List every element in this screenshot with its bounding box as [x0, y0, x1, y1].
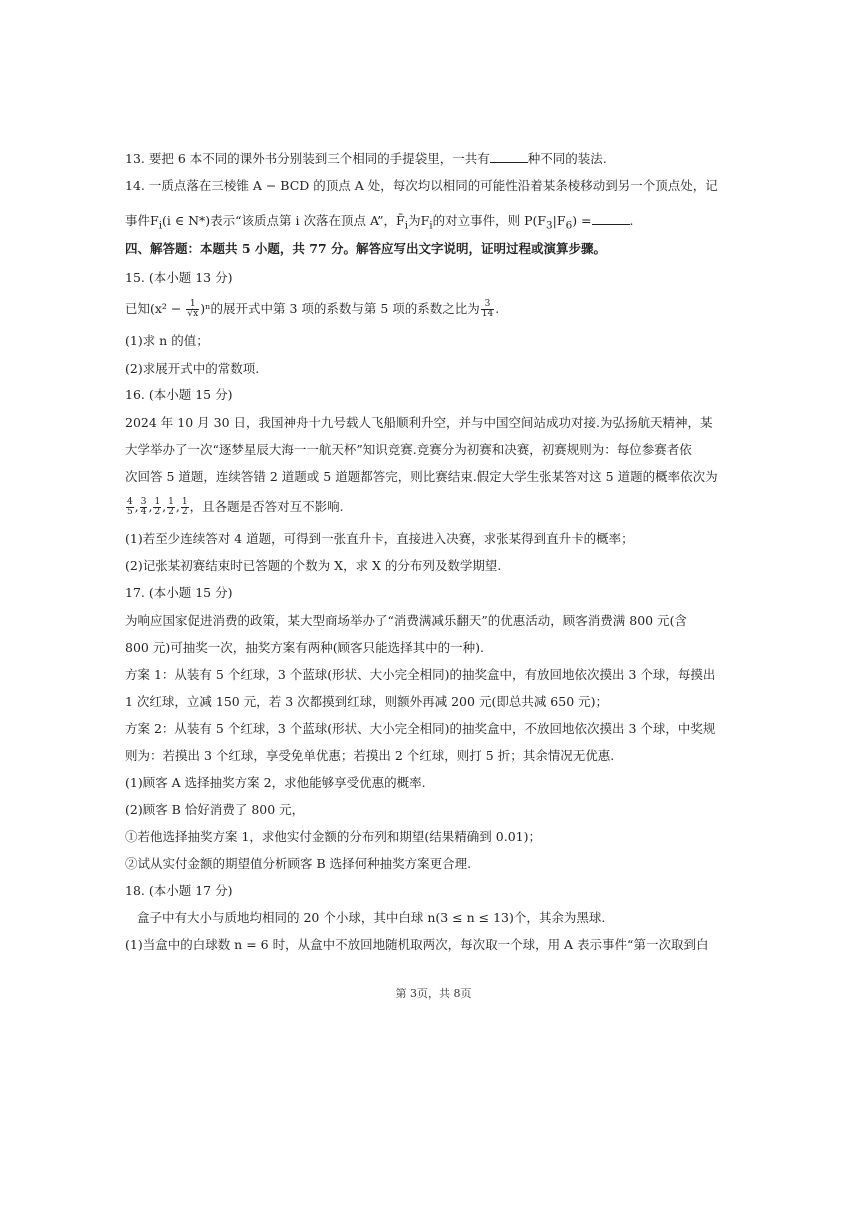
fraction-one-over-root-x: $\frac{1}{√x}$	[187, 299, 199, 319]
question-18-line-2: (1)当盒中的白球数 n = 6 时，从盒中不放回地随机取两次，每次取一个球，用 A 表示事件“第一次取到白	[125, 937, 709, 952]
question-16-part-1: (1)若至少连续答对 4 道题，可得到一张直升卡，直接进入决赛，求张某得到直升卡的概率；	[125, 531, 634, 546]
fraction-prob-2: $\frac{3}{4}$	[140, 497, 147, 517]
question-14-line-2: 事件$F_i(i$ ∈ N*)表示“该质点第 i 次落在顶点 A”，$F̄_i$为$F_i$的对立事件，则 $P(F_3|F_6)$ = .	[125, 213, 634, 232]
question-17-line-3: 方案 1：从装有 5 个红球，3 个蓝球(形状、大小完全相同)的抽奖盒中，有放回地依次摸出 3 个球，每摸出	[125, 667, 716, 682]
question-17-part-2a: ①若他选择抽奖方案 1，求他实付金额的分布列和期望(结果精确到 0.01)；	[125, 829, 541, 844]
answer-blank	[592, 212, 630, 225]
question-17-line-1: 为响应国家促进消费的政策，某大型商场举办了“消费满减乐翻天”的优惠活动，顾客消费满 800 元(含	[125, 613, 687, 628]
question-16-line-2: 大学举办了一次“逐梦星辰大海一一航天杯”知识竞赛.竞赛分为初赛和决赛，初赛规则为：每位参赛者依	[125, 442, 692, 457]
question-17-title: 17. (本小题 15 分)	[125, 585, 233, 600]
question-16-line-1: 2024 年 10 月 30 日，我国神舟十九号载人飞船顺利升空，并与中国空间站成功对接.为弘扬航天精神，某	[125, 415, 713, 430]
question-16-title: 16. (本小题 15 分)	[125, 387, 233, 402]
answer-blank	[490, 150, 528, 163]
question-17-line-6: 则为：若摸出 3 个红球，享受免单优惠；若摸出 2 个红球，则打 5 折；其余情况无优惠.	[125, 748, 615, 763]
question-17-part-2b: ②试从实付金额的期望值分析顾客 B 选择何种抽奖方案更合理.	[125, 856, 472, 871]
question-17-line-5: 方案 2：从装有 5 个红球，3 个蓝球(形状、大小完全相同)的抽奖盒中，不放回地依次摸出 3 个球，中奖规	[125, 721, 716, 736]
question-18-line-1: 盒子中有大小与质地均相同的 20 个小球，其中白球 n(3 ≤ n ≤ 13)个，其余为黑球.	[137, 910, 606, 925]
question-17-line-2: 800 元)可抽奖一次，抽奖方案有两种(顾客只能选择其中的一种).	[125, 640, 484, 655]
question-13: 13. 要把 6 本不同的课外书分别装到三个相同的手提袋里，一共有 种不同的装法.	[125, 151, 607, 166]
question-16-line-4: $\frac{4}{5}$ , $\frac{3}{4}$ , $\frac{1}{2}$ , $\frac{1}{2}$ , $\frac{1}{2}$ ，且各题是否答对互不影响.	[127, 497, 344, 517]
question-18-title: 18. (本小题 17 分)	[125, 883, 233, 898]
question-16-part-2: (2)记张某初赛结束时已答题的个数为 X，求 X 的分布列及数学期望.	[125, 558, 502, 573]
question-17-part-1: (1)顾客 A 选择抽奖方案 2，求他能够享受优惠的概率.	[125, 775, 426, 790]
question-17-part-2: (2)顾客 B 恰好消费了 800 元，	[125, 802, 305, 817]
fraction-ratio: $\frac{3}{14}$	[481, 299, 494, 319]
question-14-line-1: 14. 一质点落在三棱锥 A − BCD 的顶点 A 处，每次均以相同的可能性沿着某条棱移动到另一个顶点处，记	[125, 178, 718, 193]
question-15-part-1: (1)求 n 的值；	[125, 333, 209, 348]
question-16-line-3: 次回答 5 道题，连续答错 2 道题或 5 道题都答完，则比赛结束.假定大学生张某答对这 5 道题的概率依次为	[125, 469, 718, 484]
question-15-title: 15. (本小题 13 分)	[125, 270, 233, 285]
section-4-heading: 四、解答题：本题共 5 小题，共 77 分。解答应写出文字说明，证明过程或演算步骤。	[125, 241, 607, 256]
fraction-prob-1: $\frac{4}{5}$	[127, 497, 133, 517]
fraction-prob-5: $\frac{1}{2}$	[181, 497, 188, 517]
page-footer: 第 3页，共 8页	[395, 987, 472, 1000]
fraction-prob-4: $\frac{1}{2}$	[168, 497, 174, 517]
question-15-part-2: (2)求展开式中的常数项.	[125, 361, 260, 376]
fraction-prob-3: $\frac{1}{2}$	[154, 497, 161, 517]
question-17-line-4: 1 次红球，立减 150 元，若 3 次都摸到红球，则额外再减 200 元(即总共减 650 元)；	[125, 694, 608, 709]
question-15-body: 已知(x² − $\frac{1}{√x}$ )ⁿ的展开式中第 3 项的系数与第 5 项的系数之比为 $\frac{3}{14}$ .	[125, 299, 500, 319]
